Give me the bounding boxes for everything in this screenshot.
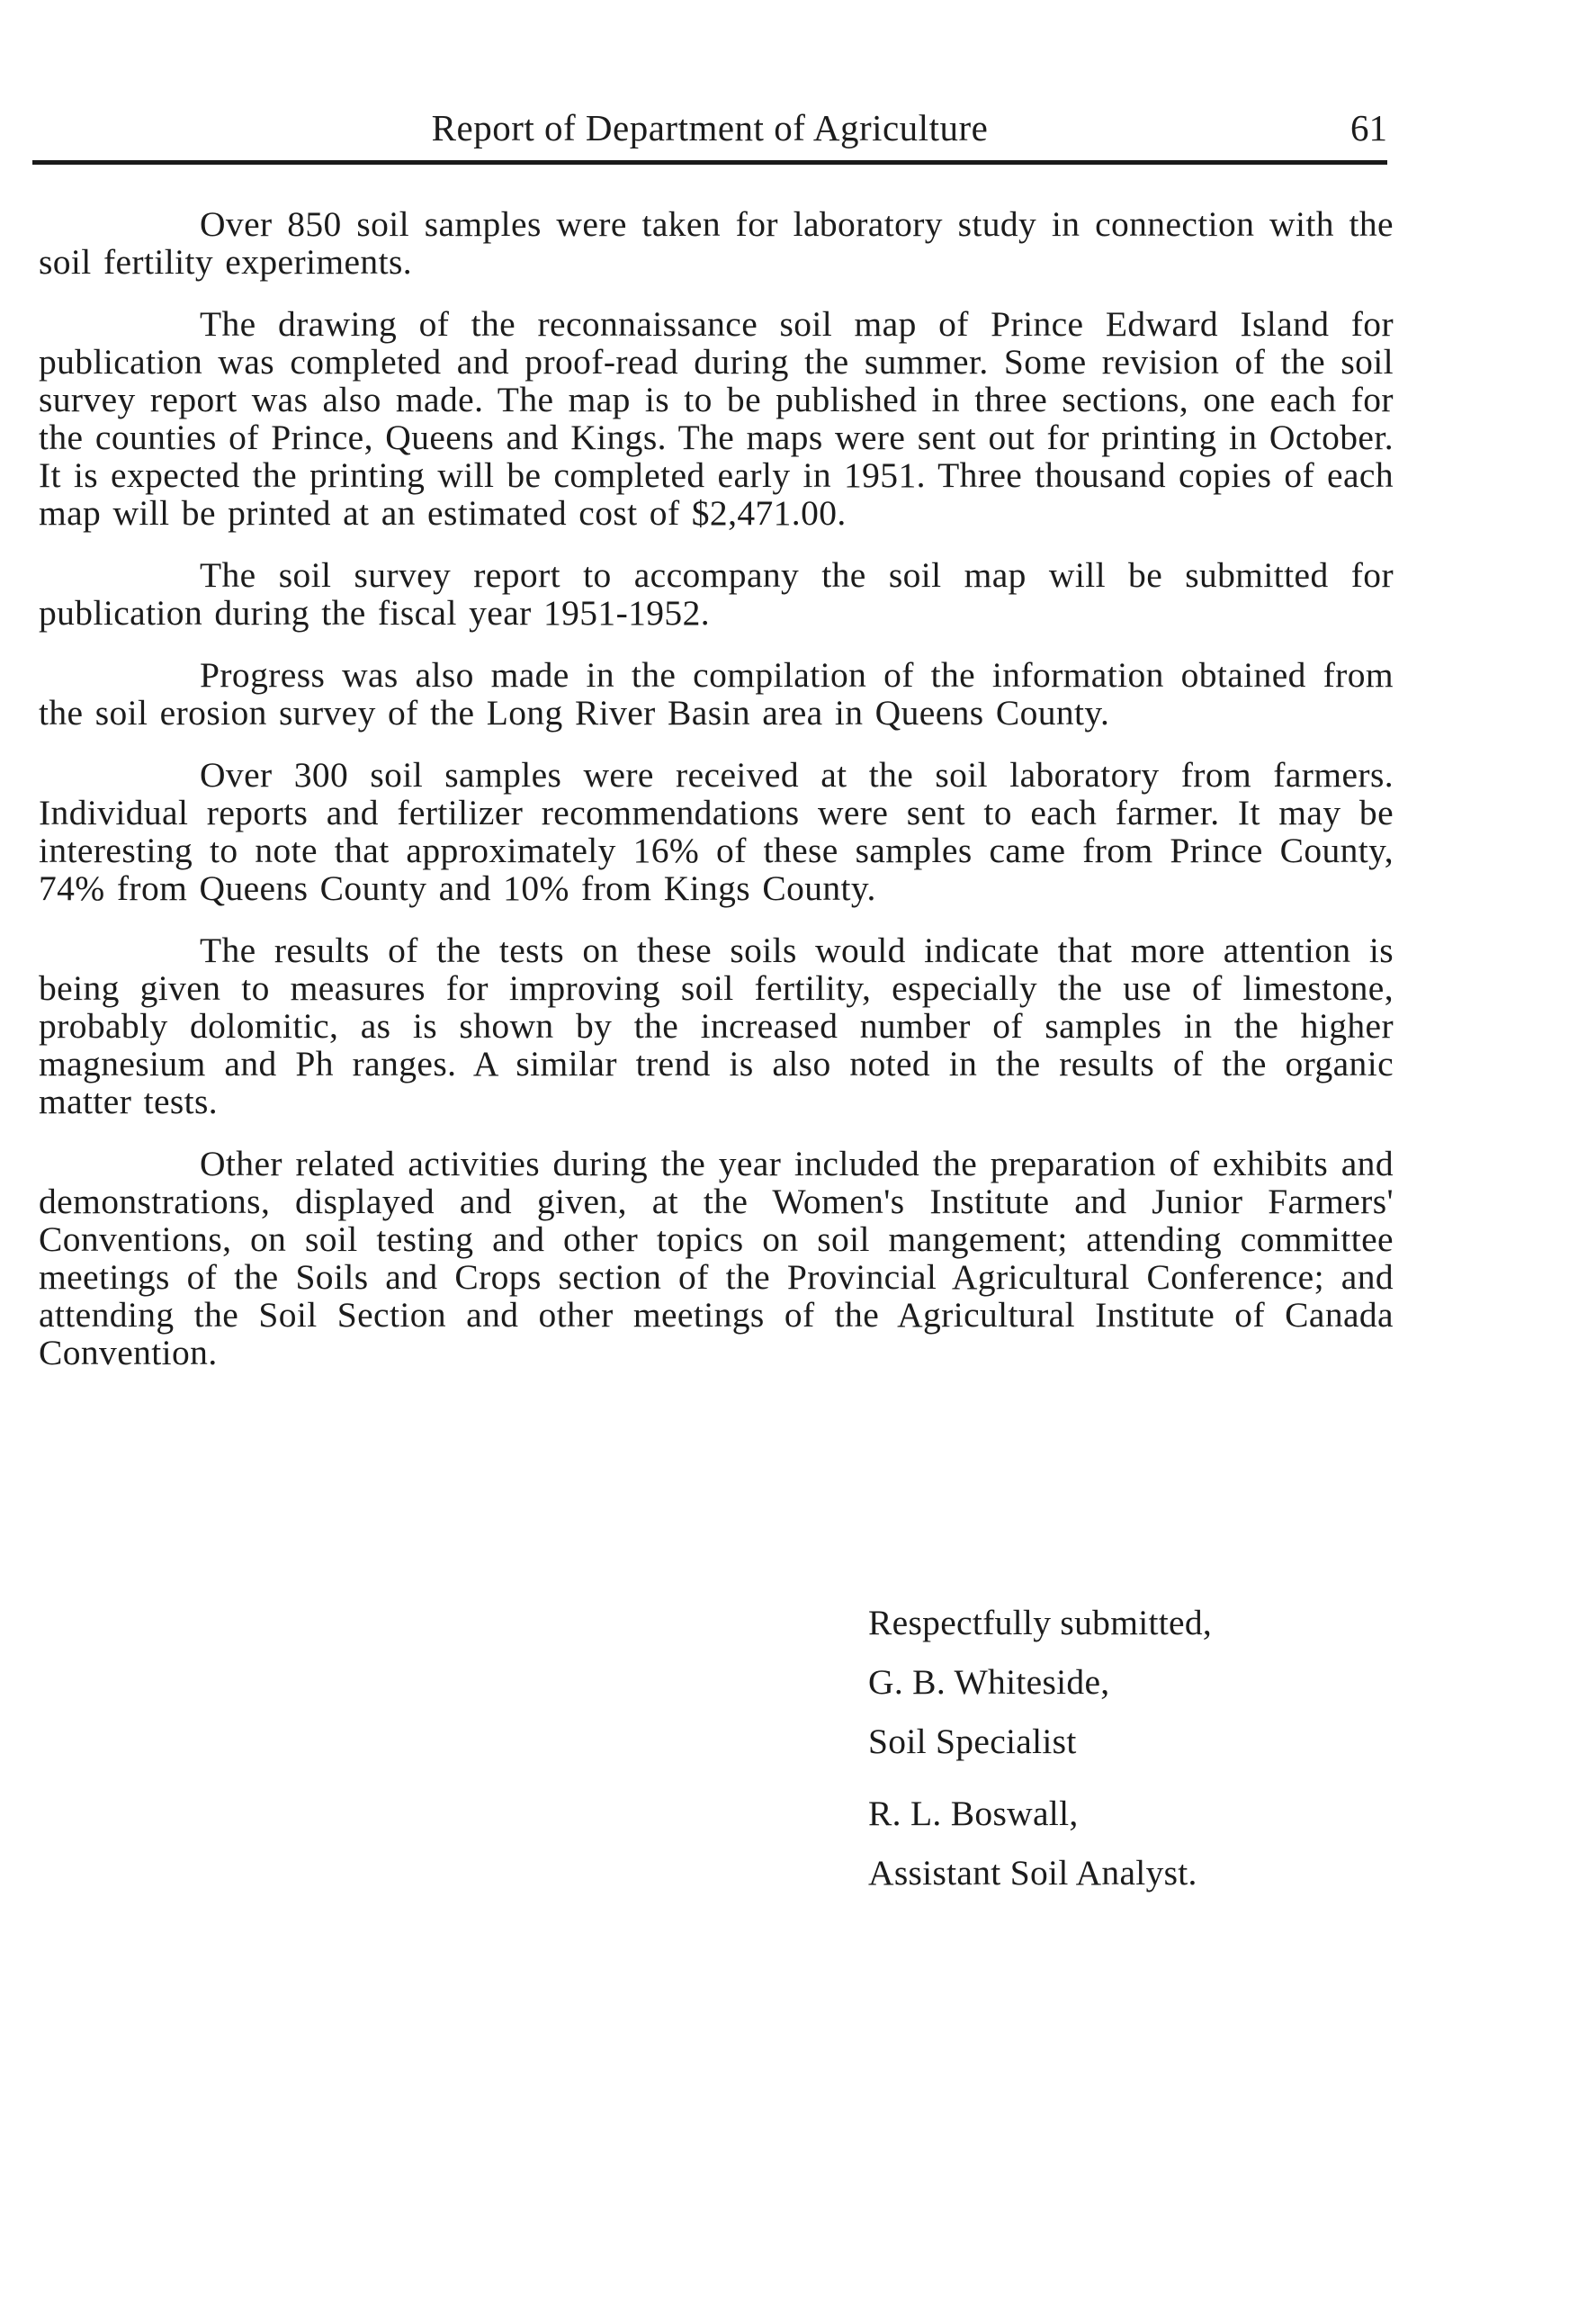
page-number: 61	[1350, 107, 1387, 148]
signature-closing: Respectfully submitted,	[868, 1603, 1213, 1642]
paragraph-soil-samples: Over 850 soil samples were taken for laboratory study in connection with the soil fertility experiments.	[39, 204, 1394, 282]
signature-block	[868, 1593, 1408, 1902]
signatory-name-1: G. B. Whiteside,	[868, 1662, 1110, 1702]
paragraph-soil-map: The drawing of the reconnaissance soil map of Prince Edward Island for publication was completed and proof-read during the summer. Some revision of the soil survey report was also made. The map is to be published in three sections, one each for the counties of Prince, Queens and Kings. The maps were sent out for printing in October. It is expected the printing will be completed early in 1951. Three thousand copies of each map will be printed at an estimated cost of $2,471.00.	[39, 304, 1394, 533]
running-title: Report of Department of Agriculture	[431, 107, 989, 148]
running-head	[32, 106, 1387, 157]
signatory-title-2: Assistant Soil Analyst.	[868, 1853, 1197, 1893]
paragraph-farmer-samples: Over 300 soil samples were received at the soil laboratory from farmers. Individual reports and fertilizer recommendations were sent to each farmer. It may be interesting to note that approximately 16% of these samples came from Prince County, 74% from Queens County and 10% from Kings County.	[39, 755, 1394, 908]
paragraph-test-results: The results of the tests on these soils would indicate that more attention is being given to measures for improving soil fertility, especially the use of limestone, probably dolomitic, as is shown by the increased number of samples in the higher magnesium and Ph ranges. A similar trend is also noted in the results of the organic matter tests.	[39, 931, 1394, 1121]
paragraph-other-activities: Other related activities during the year included the preparation of exhibits and demonstrations, displayed and given, at the Women's Institute and Junior Farmers' Conventions, on soil testing and other topics on soil mangement; attending committee meetings of the Soils and Crops section of the Provincial Agricultural Conference; and attending the Soil Section and other meetings of the Agricultural Institute of Canada Convention.	[39, 1144, 1394, 1372]
body-text	[39, 205, 1394, 1396]
paragraph-erosion-survey: Progress was also made in the compilation of the information obtained from the soil erosion survey of the Long River Basin area in Queens County.	[39, 655, 1394, 733]
header-rule	[32, 160, 1387, 165]
signatory-name-2: R. L. Boswall,	[868, 1794, 1079, 1833]
signature-spacer	[868, 1771, 1408, 1784]
paragraph-survey-report: The soil survey report to accompany the soil map will be submitted for publication during the fiscal year 1951-1952.	[39, 555, 1394, 633]
signatory-title-1: Soil Specialist	[868, 1722, 1077, 1761]
